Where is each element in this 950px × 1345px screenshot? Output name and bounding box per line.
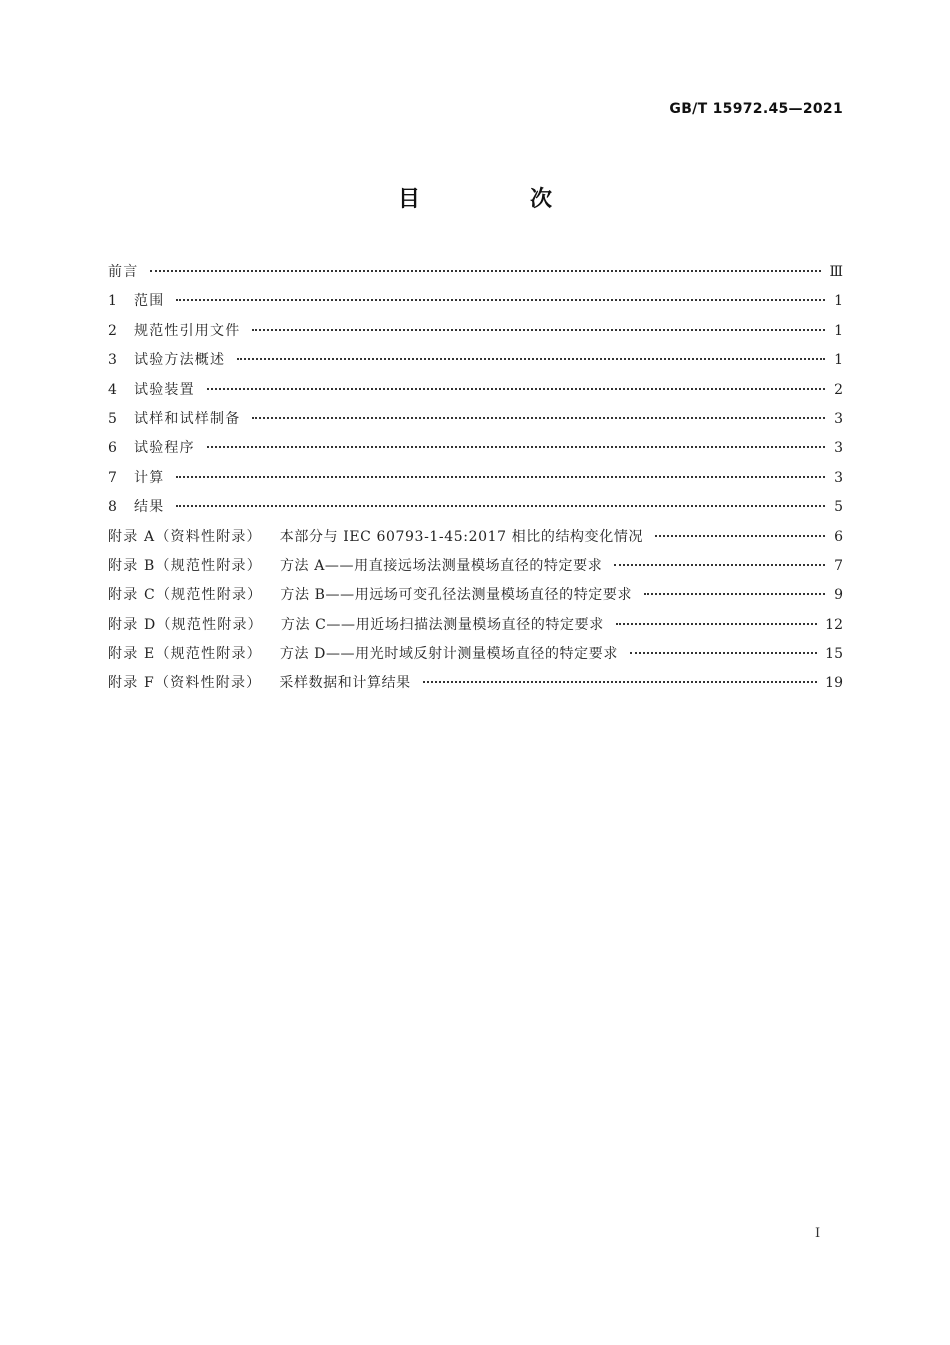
toc-entry[interactable]	[108, 348, 843, 377]
toc-entry-subtitle: 方法 C——用近场扫描法测量模场直径的特定要求	[280, 616, 604, 633]
toc-entry-label: 规范性引用文件	[134, 322, 241, 339]
toc-entry-label: 试验程序	[134, 440, 195, 457]
dot-leader	[207, 446, 825, 448]
toc-entry-number: 1	[108, 293, 117, 310]
toc-entry-subtitle: 本部分与 IEC 60793-1-45:2017 相比的结构变化情况	[279, 528, 644, 545]
toc-entry-subtitle: 方法 D——用光时域反射计测量模场直径的特定要求	[279, 646, 618, 663]
toc-entry[interactable]	[108, 466, 843, 495]
toc-entry-page: 3	[834, 469, 843, 486]
toc-entry[interactable]	[108, 525, 843, 554]
toc-entry-number: 5	[108, 410, 117, 427]
toc-entry[interactable]	[108, 289, 843, 318]
dot-leader	[423, 681, 817, 683]
toc-entry-label: 试样和试样制备	[134, 410, 241, 427]
toc-entry[interactable]	[108, 583, 843, 612]
toc-entry-number: 2	[108, 322, 117, 339]
toc-entry-page: 9	[834, 587, 843, 604]
toc-entry-page: 7	[834, 557, 843, 574]
page-title: 目 次	[397, 187, 596, 212]
toc-entry-subtitle: 采样数据和计算结果	[279, 675, 411, 692]
dot-leader	[252, 417, 825, 419]
toc-entry[interactable]	[108, 319, 843, 348]
toc-entry-number: 6	[108, 440, 117, 457]
toc-entry-label: 附录 F（资料性附录）	[108, 675, 262, 692]
standard-code	[669, 101, 843, 117]
dot-leader	[614, 564, 825, 566]
toc-entry-page: 2	[834, 381, 843, 398]
toc-entry-subtitle: 方法 A——用直接远场法测量模场直径的特定要求	[279, 557, 603, 574]
toc-entry-label: 附录 E（规范性附录）	[108, 646, 262, 663]
toc-entry-label: 计算	[134, 469, 165, 486]
toc-entry-label: 附录 B（规范性附录）	[108, 557, 262, 574]
toc-entry-page: Ⅲ	[829, 264, 843, 280]
toc-entry-label: 附录 C（规范性附录）	[108, 587, 263, 604]
dot-leader	[176, 299, 825, 301]
toc-entry-page: 3	[834, 410, 843, 427]
toc-entry[interactable]	[108, 554, 843, 583]
toc-entry-label: 附录 D（规范性附录）	[108, 616, 263, 633]
dot-leader	[644, 593, 825, 595]
dot-leader	[207, 388, 825, 390]
toc-entry[interactable]	[108, 642, 843, 671]
toc-entry[interactable]	[108, 613, 843, 642]
toc-entry-label: 范围	[134, 293, 165, 310]
dot-leader	[176, 505, 825, 507]
toc-entry-page: 1	[834, 322, 843, 339]
toc-entry-label: 试验装置	[134, 381, 195, 398]
dot-leader	[630, 652, 817, 654]
toc-entry-label: 附录 A（资料性附录）	[108, 528, 262, 545]
toc-entry[interactable]	[108, 671, 843, 700]
toc-entry[interactable]	[108, 495, 843, 524]
dot-leader	[616, 623, 817, 625]
toc-entry-number: 7	[108, 469, 117, 486]
table-of-contents	[108, 260, 843, 701]
toc-entry-label: 试验方法概述	[134, 352, 226, 369]
toc-entry[interactable]	[108, 407, 843, 436]
toc-entry-subtitle: 方法 B——用远场可变孔径法测量模场直径的特定要求	[280, 587, 633, 604]
toc-entry-page: 1	[834, 293, 843, 310]
toc-entry-number: 8	[108, 499, 117, 516]
toc-entry-label: 结果	[134, 499, 165, 516]
standard-code-text: GB/T 15972.45—2021	[669, 101, 843, 117]
toc-entry-page: 15	[825, 646, 843, 663]
toc-entry-number: 3	[108, 352, 117, 369]
dot-leader	[655, 535, 825, 537]
toc-entry[interactable]	[108, 260, 843, 289]
toc-entry-label: 前言	[108, 264, 139, 280]
dot-leader	[237, 358, 825, 360]
toc-entry-page: 6	[834, 528, 843, 545]
dot-leader	[176, 476, 825, 478]
toc-entry-page: 1	[834, 352, 843, 369]
toc-entry[interactable]	[108, 436, 843, 465]
toc-entry-page: 3	[834, 440, 843, 457]
toc-entry-page: 19	[825, 675, 843, 692]
toc-entry-page: 12	[825, 616, 843, 633]
toc-entry-number: 4	[108, 381, 117, 398]
dot-leader	[252, 329, 825, 331]
toc-entry[interactable]	[108, 378, 843, 407]
page-number: Ⅰ	[815, 1226, 821, 1241]
toc-entry-page: 5	[834, 499, 843, 516]
dot-leader	[150, 270, 821, 272]
